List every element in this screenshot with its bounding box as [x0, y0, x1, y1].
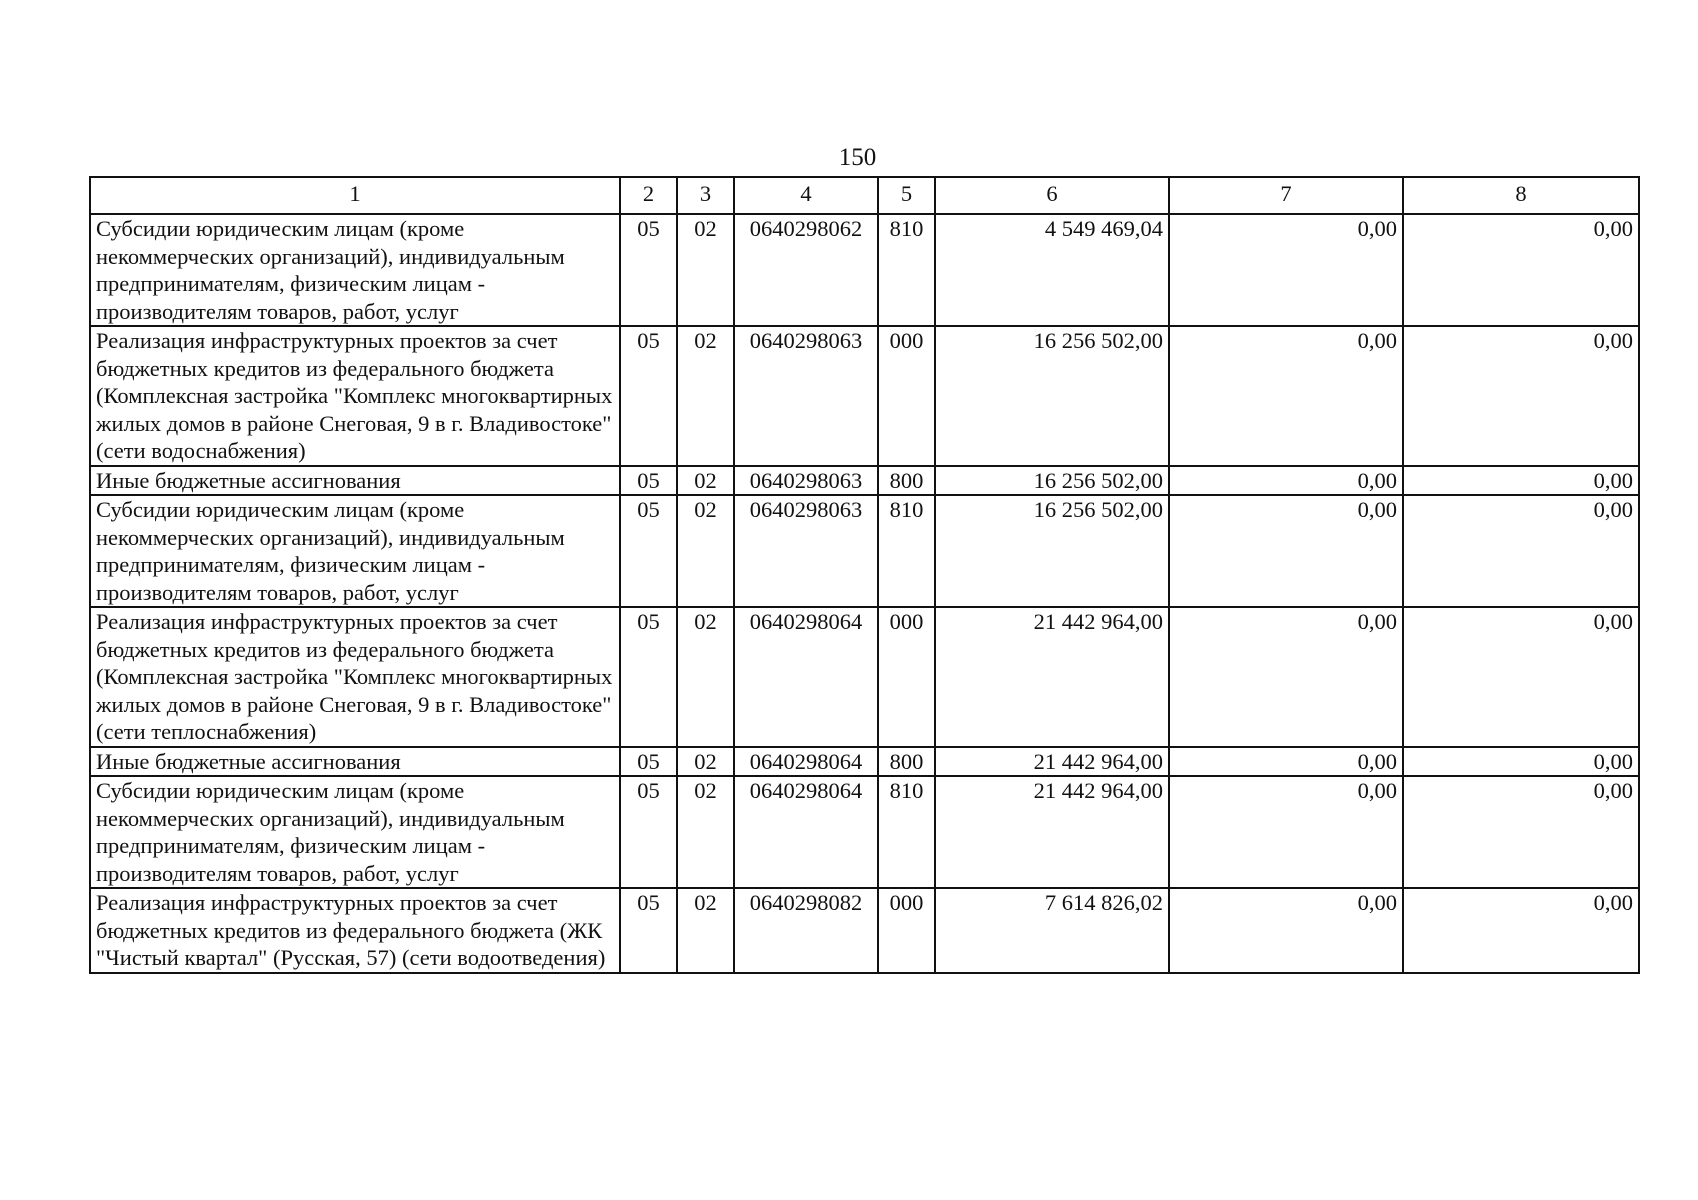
amount-col8: 0,00: [1403, 466, 1639, 496]
column-header: 6: [935, 177, 1169, 214]
section-code: 05: [620, 495, 677, 607]
table-row: [90, 776, 1639, 888]
amount-col8: 0,00: [1403, 747, 1639, 777]
subsection-code: 02: [677, 495, 734, 607]
amount-col7: 0,00: [1169, 776, 1403, 888]
amount-col8: 0,00: [1403, 888, 1639, 973]
amount-col6: 16 256 502,00: [935, 326, 1169, 466]
column-header: 2: [620, 177, 677, 214]
table-row: [90, 607, 1639, 747]
section-code: 05: [620, 466, 677, 496]
page-number: 150: [838, 144, 877, 171]
section-code: 05: [620, 214, 677, 326]
row-description: Иные бюджетные ассигнования: [90, 747, 620, 777]
column-header: 4: [734, 177, 878, 214]
section-code: 05: [620, 888, 677, 973]
target-article-code: 0640298062: [734, 214, 878, 326]
column-header: 3: [677, 177, 734, 214]
budget-table: [89, 176, 1640, 974]
expense-type-code: 800: [878, 466, 935, 496]
column-header: 8: [1403, 177, 1639, 214]
table-row: [90, 888, 1639, 973]
amount-col7: 0,00: [1169, 214, 1403, 326]
section-code: 05: [620, 776, 677, 888]
section-code: 05: [620, 326, 677, 466]
subsection-code: 02: [677, 607, 734, 747]
amount-col6: 16 256 502,00: [935, 495, 1169, 607]
amount-col8: 0,00: [1403, 214, 1639, 326]
amount-col7: 0,00: [1169, 326, 1403, 466]
row-description: Реализация инфраструктурных проектов за счет бюджетных кредитов из федерального бюджета (Комплексная застройка "Комплекс многоквартирных жилых домов в районе Снеговая, 9 в г. Владивостоке" (сети водоснабжения): [90, 326, 620, 466]
section-code: 05: [620, 747, 677, 777]
subsection-code: 02: [677, 888, 734, 973]
amount-col8: 0,00: [1403, 607, 1639, 747]
amount-col8: 0,00: [1403, 326, 1639, 466]
amount-col6: 16 256 502,00: [935, 466, 1169, 496]
table-row: [90, 214, 1639, 326]
amount-col7: 0,00: [1169, 466, 1403, 496]
expense-type-code: 000: [878, 888, 935, 973]
table-row: [90, 747, 1639, 777]
target-article-code: 0640298082: [734, 888, 878, 973]
table-header-row: [90, 177, 1639, 214]
target-article-code: 0640298063: [734, 466, 878, 496]
amount-col7: 0,00: [1169, 888, 1403, 973]
amount-col7: 0,00: [1169, 495, 1403, 607]
amount-col7: 0,00: [1169, 747, 1403, 777]
row-description: Реализация инфраструктурных проектов за счет бюджетных кредитов из федерального бюджета (ЖК "Чистый квартал" (Русская, 57) (сети водоотведения): [90, 888, 620, 973]
column-header: 5: [878, 177, 935, 214]
column-header: 1: [90, 177, 620, 214]
amount-col6: 21 442 964,00: [935, 776, 1169, 888]
section-code: 05: [620, 607, 677, 747]
row-description: Реализация инфраструктурных проектов за счет бюджетных кредитов из федерального бюджета (Комплексная застройка "Комплекс многоквартирных жилых домов в районе Снеговая, 9 в г. Владивостоке" (сети теплоснабжения): [90, 607, 620, 747]
row-description: Субсидии юридическим лицам (кроме некоммерческих организаций), индивидуальным предпринимателям, физическим лицам - производителям товаров, работ, услуг: [90, 776, 620, 888]
subsection-code: 02: [677, 747, 734, 777]
subsection-code: 02: [677, 776, 734, 888]
row-description: Иные бюджетные ассигнования: [90, 466, 620, 496]
row-description: Субсидии юридическим лицам (кроме некоммерческих организаций), индивидуальным предпринимателям, физическим лицам - производителям товаров, работ, услуг: [90, 495, 620, 607]
table-row: [90, 326, 1639, 466]
amount-col8: 0,00: [1403, 776, 1639, 888]
table-row: [90, 495, 1639, 607]
amount-col6: 21 442 964,00: [935, 607, 1169, 747]
amount-col6: 21 442 964,00: [935, 747, 1169, 777]
amount-col8: 0,00: [1403, 495, 1639, 607]
expense-type-code: 000: [878, 326, 935, 466]
expense-type-code: 810: [878, 495, 935, 607]
column-header: 7: [1169, 177, 1403, 214]
amount-col7: 0,00: [1169, 607, 1403, 747]
amount-col6: 4 549 469,04: [935, 214, 1169, 326]
expense-type-code: 000: [878, 607, 935, 747]
target-article-code: 0640298063: [734, 495, 878, 607]
subsection-code: 02: [677, 326, 734, 466]
expense-type-code: 810: [878, 214, 935, 326]
target-article-code: 0640298064: [734, 747, 878, 777]
target-article-code: 0640298064: [734, 776, 878, 888]
expense-type-code: 810: [878, 776, 935, 888]
subsection-code: 02: [677, 466, 734, 496]
target-article-code: 0640298064: [734, 607, 878, 747]
row-description: Субсидии юридическим лицам (кроме некоммерческих организаций), индивидуальным предпринимателям, физическим лицам - производителям товаров, работ, услуг: [90, 214, 620, 326]
subsection-code: 02: [677, 214, 734, 326]
target-article-code: 0640298063: [734, 326, 878, 466]
table-row: [90, 466, 1639, 496]
amount-col6: 7 614 826,02: [935, 888, 1169, 973]
expense-type-code: 800: [878, 747, 935, 777]
